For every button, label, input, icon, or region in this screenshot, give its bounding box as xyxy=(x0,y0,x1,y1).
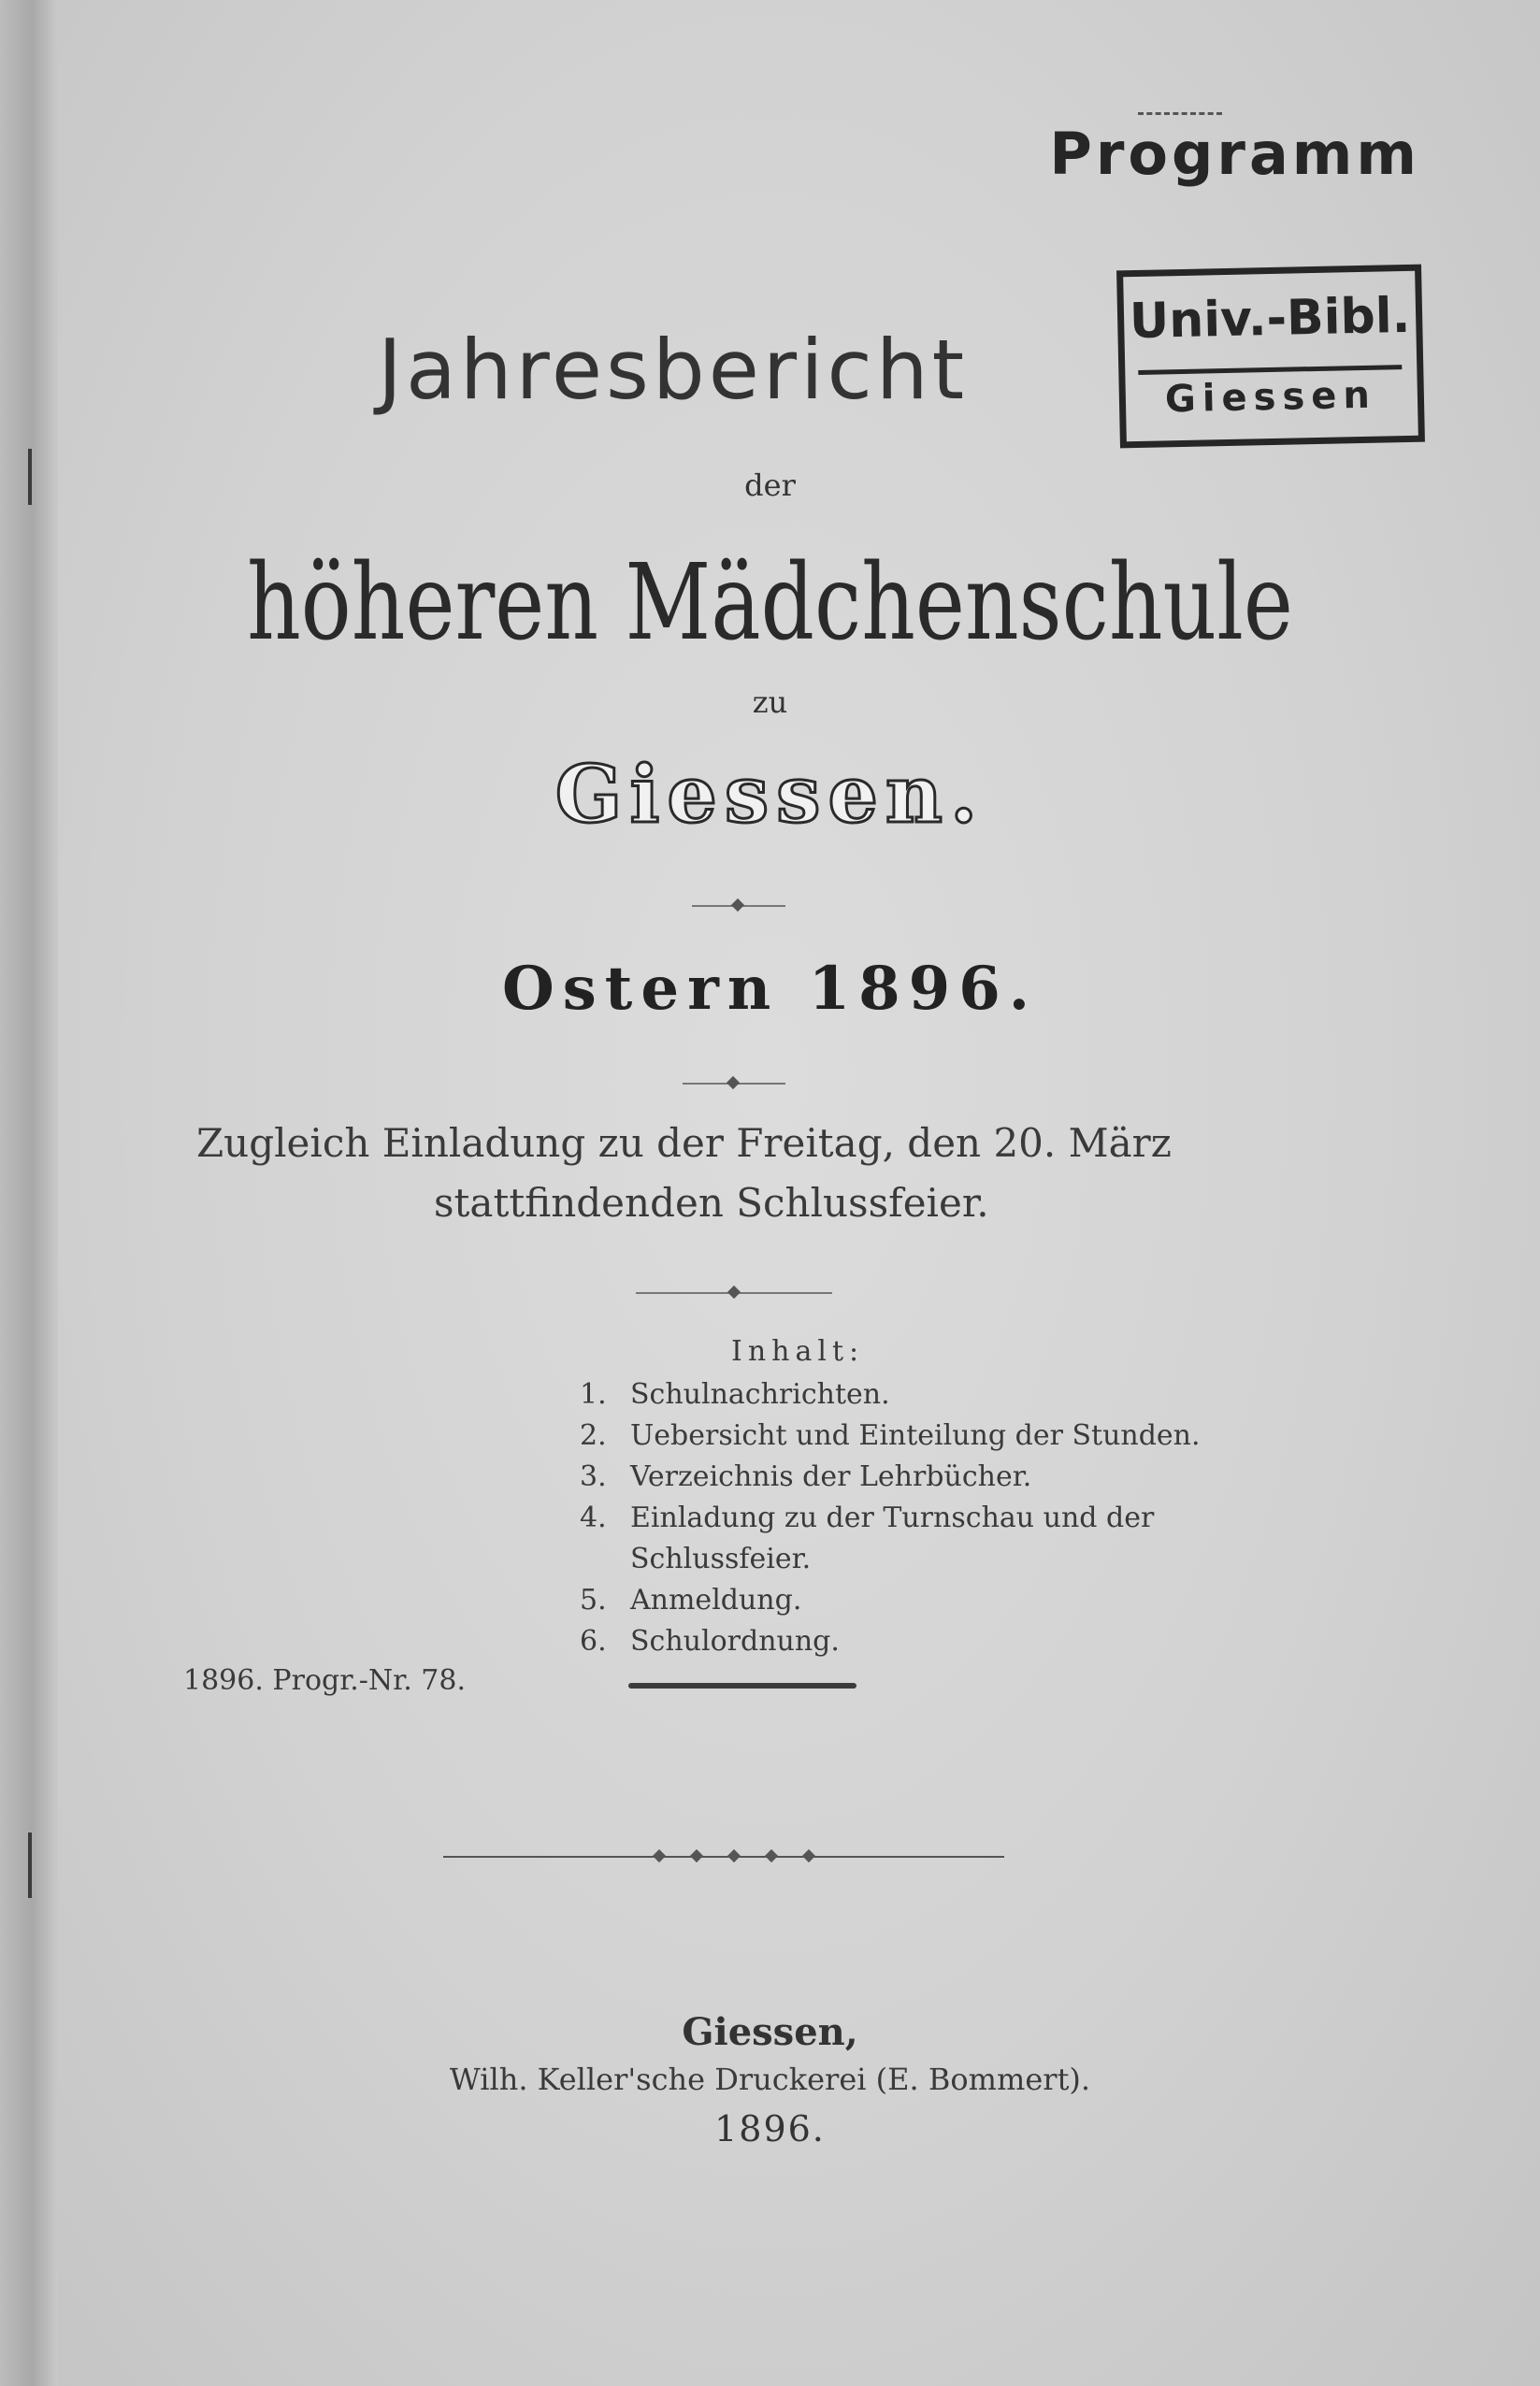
ornament-dot xyxy=(690,1849,703,1862)
item-number: 3. xyxy=(580,1460,607,1493)
stamp-line-1: Univ.-Bibl. xyxy=(1129,287,1411,351)
item-text: Uebersicht und Einteilung der Stunden. xyxy=(630,1419,1201,1452)
library-stamp xyxy=(1116,265,1425,449)
spine-mark xyxy=(28,1833,32,1898)
pencil-underline xyxy=(628,1683,856,1689)
list-item xyxy=(580,1416,1253,1457)
item-text: Verzeichnis der Lehrbücher. xyxy=(630,1460,1032,1493)
program-number: 1896. Progr.-Nr. 78. xyxy=(183,1664,467,1697)
ornament-dot xyxy=(802,1849,815,1862)
series-label: Programm xyxy=(1049,120,1420,188)
ornamental-divider xyxy=(443,1856,1004,1858)
page-title: Jahresbericht xyxy=(378,322,969,418)
ornament-dot xyxy=(727,1849,741,1862)
item-number: 1. xyxy=(580,1378,607,1411)
ornament-dot xyxy=(727,1076,740,1089)
stamp-line-2: Giessen xyxy=(1138,365,1403,422)
table-of-contents xyxy=(580,1374,1253,1662)
list-item xyxy=(580,1621,1253,1662)
invitation-line-2: stattfindenden Schlussfeier. xyxy=(434,1180,989,1226)
item-text: Schulordnung. xyxy=(630,1625,840,1658)
imprint-printer: Wilh. Keller'sche Druckerei (E. Bommert). xyxy=(449,2062,1091,2097)
item-text: Schulnachrichten. xyxy=(630,1378,890,1411)
list-item xyxy=(580,1457,1253,1498)
ornament-dot xyxy=(731,898,744,912)
item-number: 6. xyxy=(580,1625,607,1658)
ornament-dot xyxy=(765,1849,778,1862)
city-name: Giessen. xyxy=(554,748,986,841)
school-name: höheren Mädchenschule xyxy=(247,542,1293,664)
ornament-dot xyxy=(727,1286,741,1299)
item-text: Anmeldung. xyxy=(630,1584,802,1617)
imprint-city: Giessen, xyxy=(682,2010,858,2054)
list-item xyxy=(580,1498,1253,1580)
list-item xyxy=(580,1374,1253,1416)
article-word: der xyxy=(744,467,796,503)
item-number: 4. xyxy=(580,1502,607,1534)
item-number: 5. xyxy=(580,1584,607,1617)
contents-heading: Inhalt: xyxy=(731,1335,865,1368)
imprint-year: 1896. xyxy=(714,2108,826,2149)
preposition-word: zu xyxy=(752,684,788,720)
invitation-line-1: Zugleich Einladung zu der Freitag, den 20. März xyxy=(196,1120,1172,1166)
ornament-dot xyxy=(653,1849,666,1862)
report-date: Ostern 1896. xyxy=(502,954,1038,1024)
header-rule xyxy=(1138,112,1222,115)
item-text: Einladung zu der Turnschau und der Schlussfeier. xyxy=(630,1502,1155,1575)
list-item xyxy=(580,1580,1253,1621)
item-number: 2. xyxy=(580,1419,607,1452)
